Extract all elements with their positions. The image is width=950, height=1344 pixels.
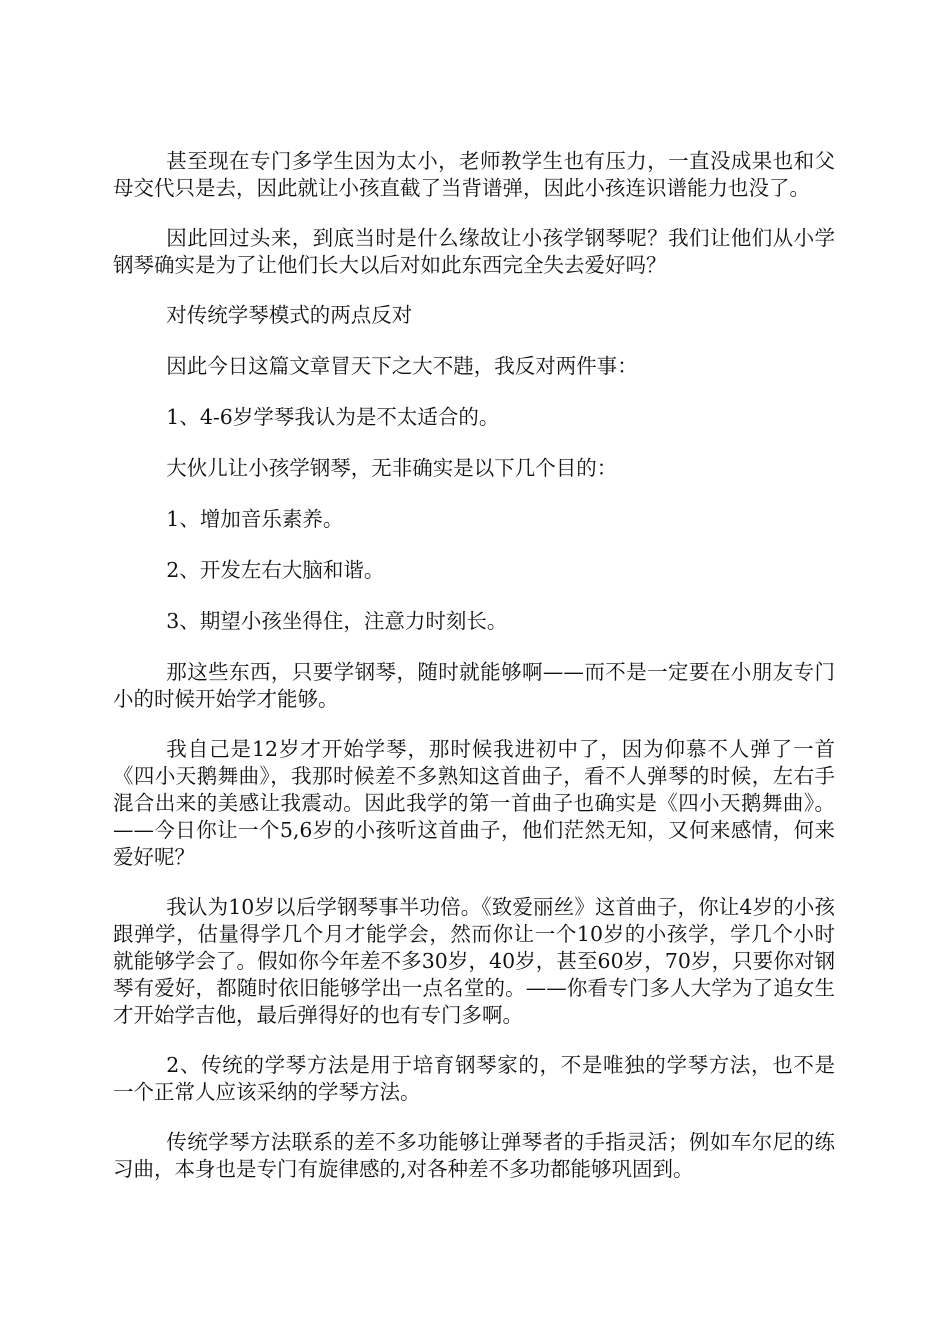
paragraph-8: 2、传统的学琴方法是用于培育钢琴家的，不是唯独的学琴方法，也不是一个正常人应该采纳的学琴方法。 — [113, 1053, 835, 1104]
paragraph-6: 我自己是12岁才开始学琴，那时候我进初中了，因为仰慕不人弹了一首《四小天鹅舞曲》，我那时候差不多熟知这首曲子，看不人弹琴的时候，左右手混合出来的美感让我震动。因此我学的第一首曲子也确实是《四小天鹅舞曲》。——今日你让一个5,6岁的小孩听这首曲子，他们茫然无知，又何来感情，何来爱好呢？ — [113, 737, 835, 869]
list-item-goal-3: 3、期望小孩坐得住，注意力时刻长。 — [166, 609, 508, 633]
paragraph-5: 那这些东西，只要学钢琴，随时就能够啊——而不是一定要在小朋友专门小的时候开始学才能够。 — [113, 660, 835, 711]
paragraph-4: 大伙儿让小孩学钢琴，无非确实是以下几个目的： — [166, 456, 618, 480]
paragraph-3: 因此今日这篇文章冒天下之大不韪，我反对两件事： — [166, 354, 638, 378]
paragraph-1: 甚至现在专门多学生因为太小，老师教学生也有压力，一直没成果也和父母交代只是去，因此就让小孩直截了当背谱弹，因此小孩连识谱能力也没了。 — [113, 149, 835, 200]
paragraph-7: 我认为10岁以后学钢琴事半功倍。《致爱丽丝》这首曲子，你让4岁的小孩跟弹学，估量得学几个月才能学会，然而你让一个10岁的小孩学，学几个小时就能够学会了。假如你今年差不多30岁，40岁，甚至60岁，70岁，只要你对钢琴有爱好，都随时依旧能够学出一点名堂的。——你看专门多人大学为了追女生才开始学吉他，最后弹得好的也有专门多啊。 — [113, 895, 835, 1027]
paragraph-2: 因此回过头来，到底当时是什么缘故让小孩学钢琴呢？我们让他们从小学钢琴确实是为了让他们长大以后对如此东西完全失去爱好吗？ — [113, 226, 835, 277]
paragraph-9: 传统学琴方法联系的差不多功能够让弹琴者的手指灵活；例如车尔尼的练习曲，本身也是专门有旋律感的,对各种差不多功都能够巩固到。 — [113, 1130, 835, 1181]
section-heading: 对传统学琴模式的两点反对 — [166, 303, 413, 327]
list-item-age: 1、4-6岁学琴我认为是不太适合的。 — [166, 405, 500, 429]
list-item-goal-2: 2、开发左右大脑和谐。 — [166, 558, 385, 582]
document-body — [113, 148, 835, 1206]
list-item-goal-1: 1、增加音乐素养。 — [166, 507, 344, 531]
